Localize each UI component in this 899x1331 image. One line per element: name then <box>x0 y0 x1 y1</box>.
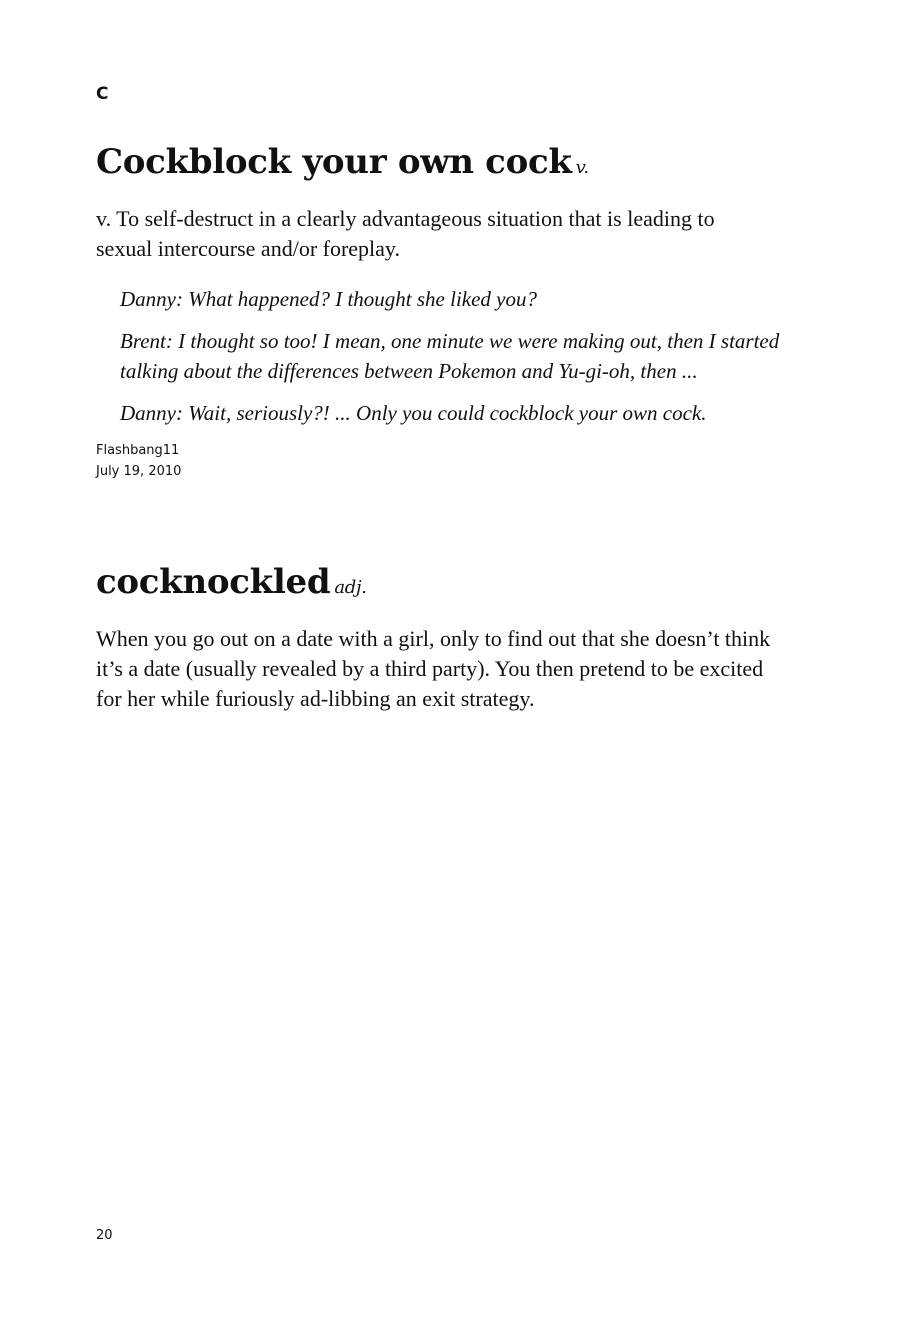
example-line: Danny: Wait, seriously?! ... Only you could cockblock your own cock. <box>120 401 707 425</box>
part-of-speech: v. <box>575 157 589 178</box>
entry-definition: When you go out on a date with a girl, only to find out that she doesn’t think it’s a date (usually revealed by a third party). You then pretend to be excited for her while furiously ad-libbing an exit strategy. <box>96 626 771 711</box>
dictionary-entry <box>96 140 786 482</box>
headword-text: cocknockled <box>96 562 331 602</box>
section-letter: C <box>96 84 109 104</box>
headword-text: Cockblock your own cock <box>96 142 572 182</box>
entry-date: July 19, 2010 <box>96 464 182 479</box>
entry-definition: v. To self-destruct in a clearly advantageous situation that is leading to sexual intercourse and/or foreplay. <box>96 206 715 261</box>
entry-headword <box>96 560 786 610</box>
part-of-speech: adj. <box>334 577 367 598</box>
entry-author: Flashbang11 <box>96 443 180 458</box>
entry-headword <box>96 140 786 190</box>
example-line: Brent: I thought so too! I mean, one minute we were making out, then I started talking about the differences between Pokemon and Yu-gi-oh, then ... <box>120 329 780 383</box>
entry-meta <box>96 440 786 482</box>
dictionary-entry <box>96 560 786 714</box>
example-block <box>120 284 780 428</box>
example-line: Danny: What happened? I thought she liked you? <box>120 287 537 311</box>
page-number: 20 <box>96 1228 113 1243</box>
